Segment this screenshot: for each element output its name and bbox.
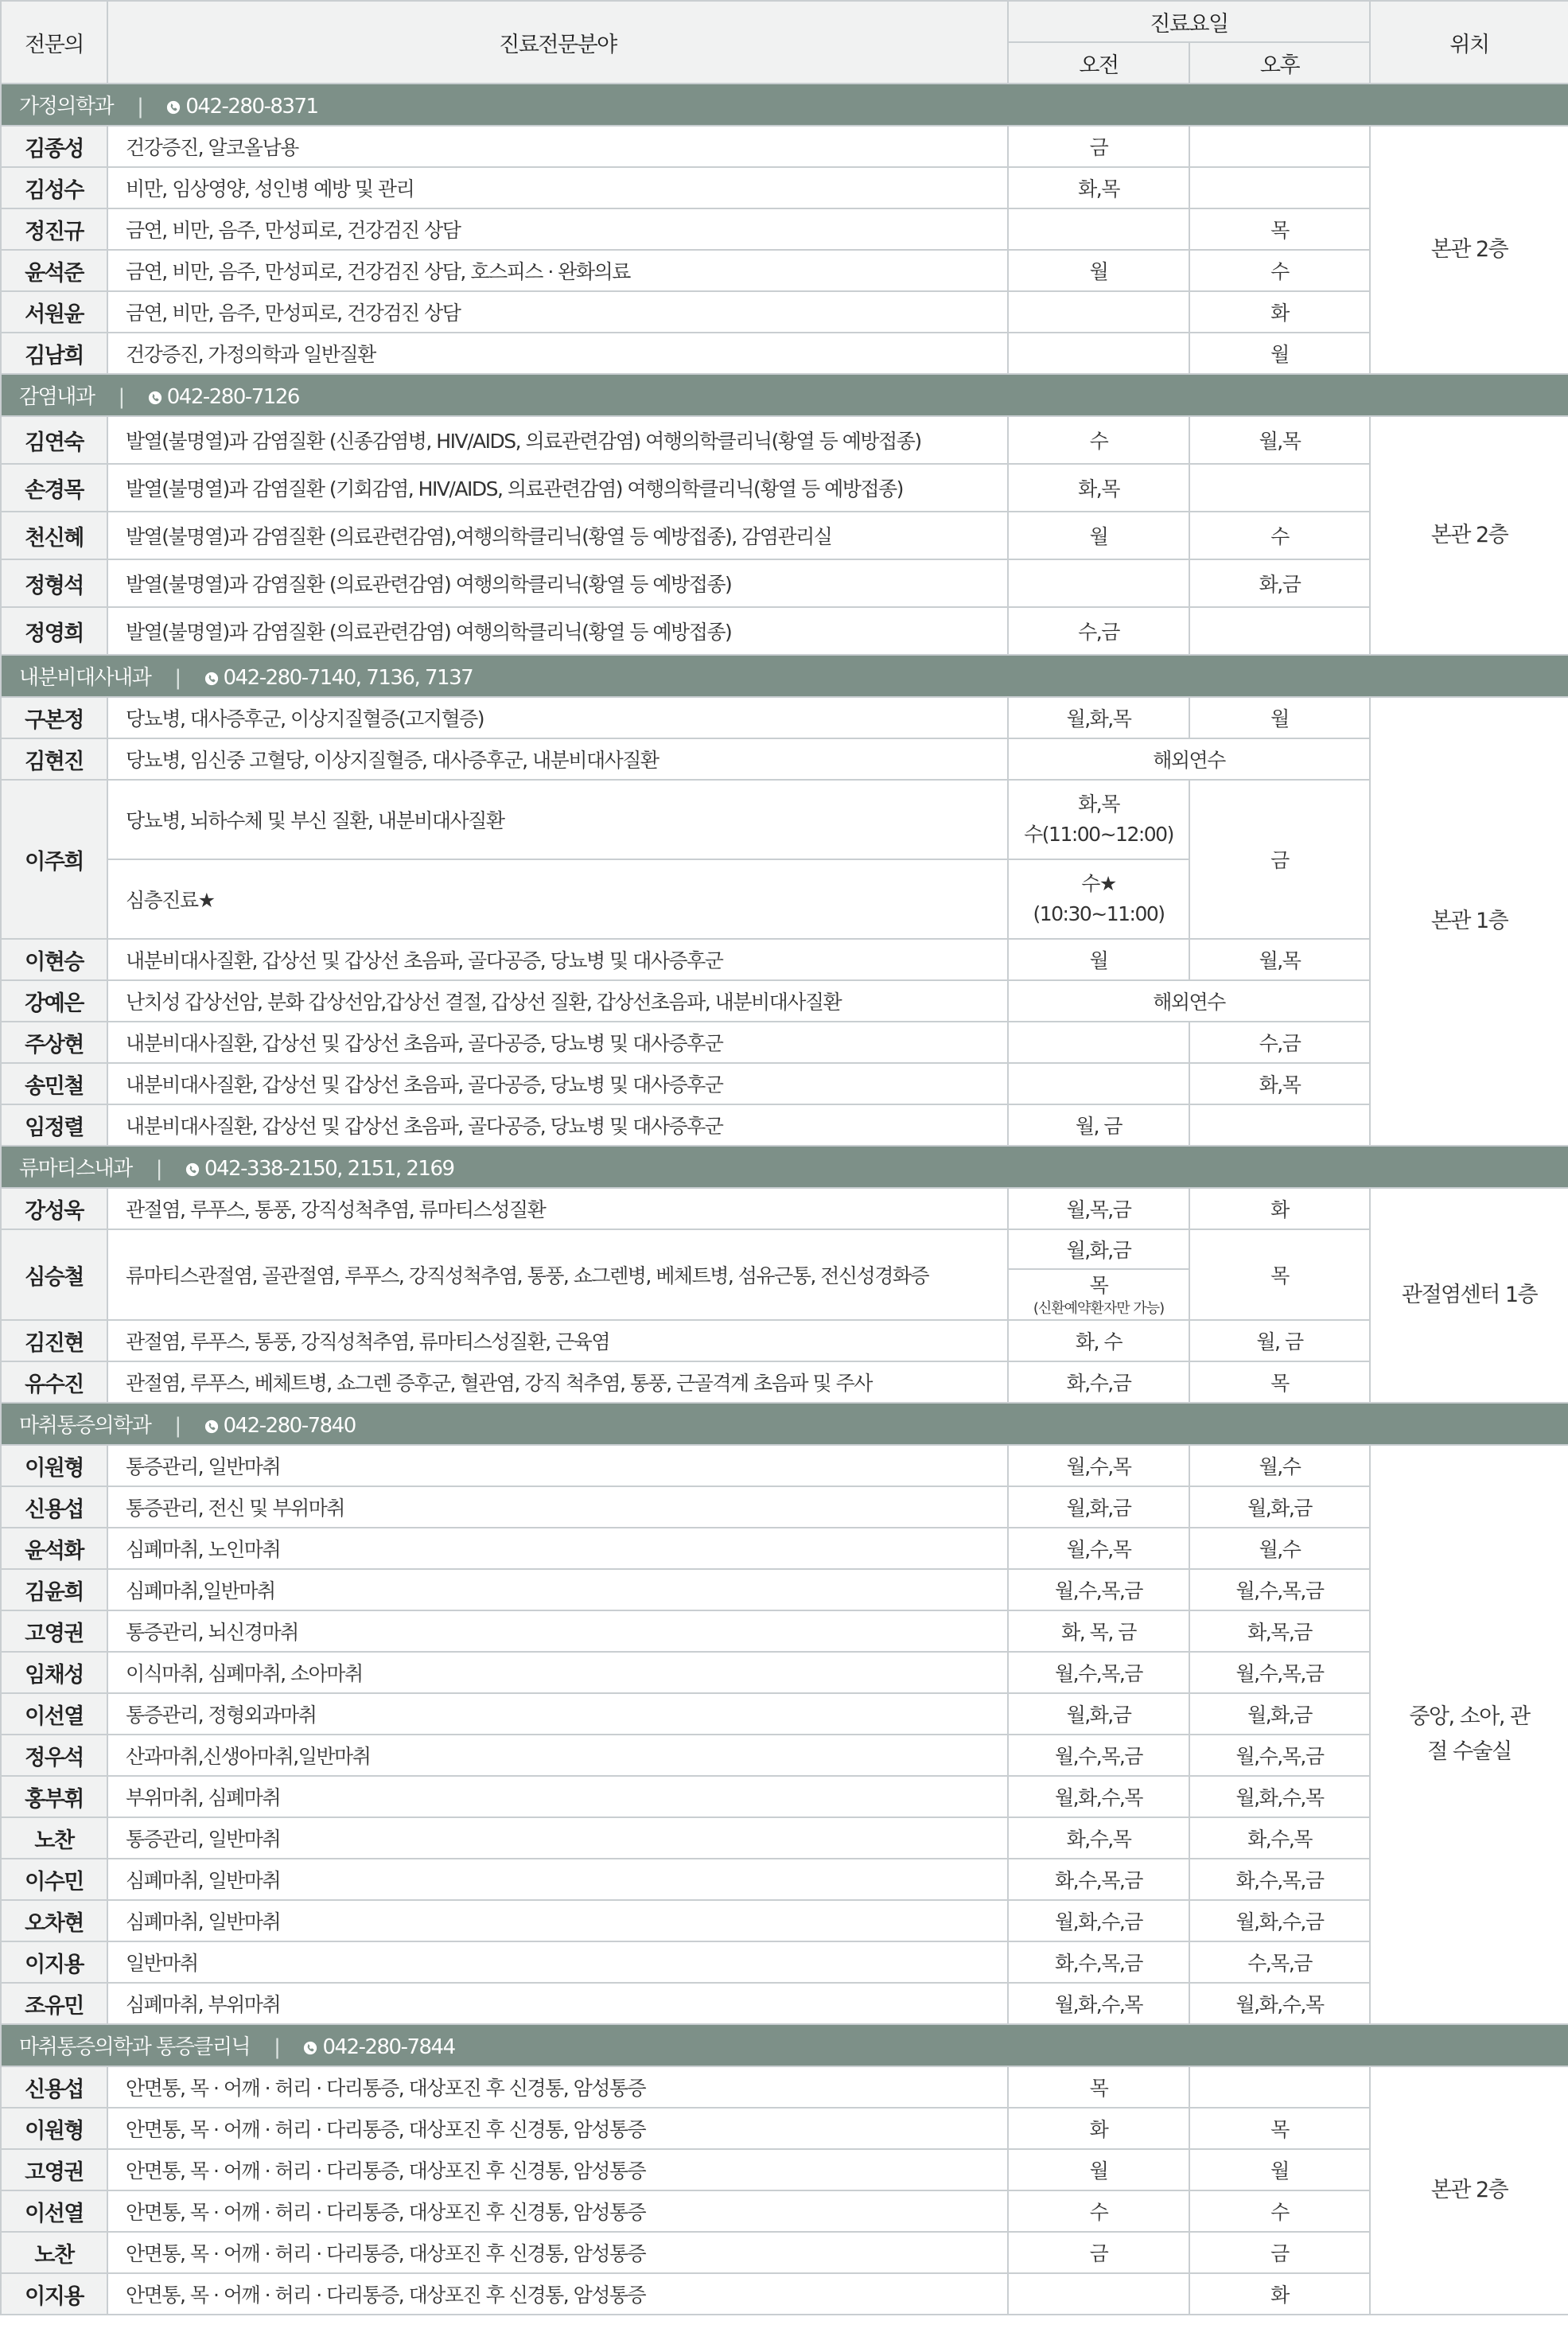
table-row	[1, 1983, 1568, 2024]
department-row	[1, 1403, 1568, 1445]
pm-schedule: 월,수,목,금	[1189, 1735, 1370, 1776]
department-phone: 042-280-7140, 7136, 7137	[223, 666, 473, 690]
pm-schedule: 화	[1189, 291, 1370, 333]
pm-schedule: 월, 금	[1189, 1320, 1370, 1361]
specialty: 관절염, 루푸스, 통풍, 강직성척추염, 류마티스성질환	[107, 1188, 1008, 1229]
pm-schedule: 화	[1189, 1188, 1370, 1229]
am-schedule: 월	[1008, 939, 1189, 980]
am-schedule: 월,화,목	[1008, 697, 1189, 738]
am-schedule: 목	[1008, 2066, 1189, 2108]
specialty: 심폐마취, 부위마취	[107, 1983, 1008, 2024]
pm-schedule: 월	[1189, 2149, 1370, 2190]
phone-icon	[185, 1162, 200, 1177]
am-schedule: 월,화,금	[1008, 1229, 1189, 1269]
department-bar	[1, 84, 1568, 126]
am-schedule: 월	[1008, 2149, 1189, 2190]
department-separator: |	[174, 666, 181, 690]
department-phone: 042-280-7844	[322, 2035, 455, 2059]
department-phone: 042-280-7840	[223, 1414, 356, 1438]
department-name: 내분비대사내과	[19, 666, 151, 690]
specialty: 관절염, 루푸스, 베체트병, 쇼그렌 증후군, 혈관염, 강직 척추염, 통풍, 근골격계 초음파 및 주사	[107, 1361, 1008, 1403]
table-body	[1, 84, 1568, 2315]
table-row	[1, 416, 1568, 464]
doctor-name: 임채성	[1, 1652, 107, 1693]
specialty: 난치성 갑상선암, 분화 갑상선암,갑상선 결절, 갑상선 질환, 갑상선초음파, 내분비대사질환	[107, 980, 1008, 1022]
table-row	[1, 1817, 1568, 1859]
am-schedule	[1008, 2273, 1189, 2315]
table-row	[1, 1445, 1568, 1486]
doctor-name: 이선열	[1, 2190, 107, 2232]
schedule-status: 해외연수	[1008, 738, 1370, 780]
am-schedule	[1008, 1022, 1189, 1063]
am-schedule	[1008, 291, 1189, 333]
department-separator: |	[174, 1414, 181, 1438]
pm-schedule: 수	[1189, 512, 1370, 559]
specialty: 금연, 비만, 음주, 만성피로, 건강검진 상담	[107, 291, 1008, 333]
department-row	[1, 84, 1568, 126]
pm-schedule	[1189, 2066, 1370, 2108]
phone-icon	[166, 100, 181, 115]
doctor-name: 윤석준	[1, 250, 107, 291]
am-schedule	[1008, 1269, 1189, 1320]
department-bar	[1, 2024, 1568, 2066]
doctor-name: 송민철	[1, 1063, 107, 1104]
table-row	[1, 1486, 1568, 1528]
pm-schedule: 화,수,목	[1189, 1817, 1370, 1859]
table-row	[1, 2190, 1568, 2232]
specialty: 금연, 비만, 음주, 만성피로, 건강검진 상담	[107, 208, 1008, 250]
table-row	[1, 2232, 1568, 2273]
table-row	[1, 126, 1568, 167]
doctor-name: 김종성	[1, 126, 107, 167]
table-row	[1, 250, 1568, 291]
pm-schedule: 월	[1189, 333, 1370, 374]
pm-schedule: 목	[1189, 2108, 1370, 2149]
department-row	[1, 374, 1568, 416]
department-row	[1, 655, 1568, 697]
specialty: 당뇨병, 임신중 고혈당, 이상지질혈증, 대사증후군, 내분비대사질환	[107, 738, 1008, 780]
header-row-1	[1, 1, 1568, 42]
pm-schedule	[1189, 607, 1370, 655]
pm-schedule: 화,수,목,금	[1189, 1859, 1370, 1900]
pm-schedule: 월,목	[1189, 416, 1370, 464]
pm-schedule: 월,화,수,목	[1189, 1983, 1370, 2024]
location: 본관 1층	[1370, 697, 1568, 1146]
am-schedule: 월,화,금	[1008, 1486, 1189, 1528]
doctor-name: 고영권	[1, 1610, 107, 1652]
table-row	[1, 1735, 1568, 1776]
department-bar	[1, 655, 1568, 697]
am-schedule-line: 수(11:00~12:00)	[1024, 823, 1173, 846]
pm-schedule: 월,화,수,금	[1189, 1900, 1370, 1941]
specialty: 통증관리, 일반마취	[107, 1445, 1008, 1486]
am-schedule: 월,수,목,금	[1008, 1569, 1189, 1610]
specialty: 발열(불명열)과 감염질환 (의료관련감염),여행의학클리닉(황열 등 예방접종), 감염관리실	[107, 512, 1008, 559]
specialty: 통증관리, 일반마취	[107, 1817, 1008, 1859]
specialty: 이식마취, 심폐마취, 소아마취	[107, 1652, 1008, 1693]
am-schedule: 월,화,수,목	[1008, 1776, 1189, 1817]
department-name: 가정의학과	[19, 95, 114, 119]
department-row	[1, 1146, 1568, 1188]
table-row	[1, 1104, 1568, 1146]
doctor-name: 강성욱	[1, 1188, 107, 1229]
doctor-name: 주상현	[1, 1022, 107, 1063]
phone-icon	[303, 2041, 317, 2055]
doctor-name: 이원형	[1, 2108, 107, 2149]
header-days: 진료요일	[1008, 1, 1370, 42]
am-schedule: 월,수,목	[1008, 1445, 1189, 1486]
am-schedule: 화,목	[1008, 167, 1189, 208]
department-bar	[1, 1403, 1568, 1445]
am-schedule: 월	[1008, 512, 1189, 559]
am-schedule: 월, 금	[1008, 1104, 1189, 1146]
table-row	[1, 1361, 1568, 1403]
doctor-name: 천신혜	[1, 512, 107, 559]
specialty: 부위마취, 심폐마취	[107, 1776, 1008, 1817]
doctor-name: 김남희	[1, 333, 107, 374]
table-row	[1, 291, 1568, 333]
table-row	[1, 780, 1568, 859]
pm-schedule: 금	[1189, 2232, 1370, 2273]
table-row	[1, 1022, 1568, 1063]
am-schedule	[1008, 859, 1189, 939]
am-schedule: 월,화,수,금	[1008, 1900, 1189, 1941]
doctor-name: 서원윤	[1, 291, 107, 333]
specialty: 산과마취,신생아마취,일반마취	[107, 1735, 1008, 1776]
phone-icon	[148, 391, 162, 405]
specialty: 안면통, 목 · 어깨 · 허리 · 다리통증, 대상포진 후 신경통, 암성통증	[107, 2190, 1008, 2232]
am-schedule: 수,금	[1008, 607, 1189, 655]
doctor-name: 신용섭	[1, 1486, 107, 1528]
table-row	[1, 1063, 1568, 1104]
doctor-name: 구본정	[1, 697, 107, 738]
header-doctor: 전문의	[1, 1, 107, 84]
specialty: 심폐마취, 일반마취	[107, 1859, 1008, 1900]
table-row	[1, 1610, 1568, 1652]
department-row	[1, 2024, 1568, 2066]
specialty: 발열(불명열)과 감염질환 (의료관련감염) 여행의학클리닉(황열 등 예방접종)	[107, 607, 1008, 655]
doctor-name: 신용섭	[1, 2066, 107, 2108]
doctor-name: 김성수	[1, 167, 107, 208]
specialty: 류마티스관절염, 골관절염, 루푸스, 강직성척추염, 통풍, 쇼그렌병, 베체트병, 섬유근통, 전신성경화증	[107, 1229, 1008, 1320]
header-am: 오전	[1008, 42, 1189, 84]
location: 본관 2층	[1370, 2066, 1568, 2315]
am-schedule: 화, 목, 금	[1008, 1610, 1189, 1652]
location: 본관 2층	[1370, 126, 1568, 374]
am-schedule-line: 수★	[1081, 872, 1116, 895]
am-schedule: 수	[1008, 416, 1189, 464]
table-row	[1, 1320, 1568, 1361]
am-schedule-day: 목	[1089, 1274, 1108, 1297]
specialty: 발열(불명열)과 감염질환 (기회감염, HIV/AIDS, 의료관련감염) 여행의학클리닉(황열 등 예방접종)	[107, 464, 1008, 512]
specialty: 내분비대사질환, 갑상선 및 갑상선 초음파, 골다공증, 당뇨병 및 대사증후군	[107, 939, 1008, 980]
am-schedule	[1008, 780, 1189, 859]
specialty: 발열(불명열)과 감염질환 (신종감염병, HIV/AIDS, 의료관련감염) 여행의학클리닉(황열 등 예방접종)	[107, 416, 1008, 464]
pm-schedule: 월,수,목,금	[1189, 1652, 1370, 1693]
am-schedule: 화,수,금	[1008, 1361, 1189, 1403]
department-bar	[1, 374, 1568, 416]
doctor-name: 이선열	[1, 1693, 107, 1735]
am-schedule: 월,화,금	[1008, 1693, 1189, 1735]
pm-schedule: 월,화,수,목	[1189, 1776, 1370, 1817]
table-row	[1, 2066, 1568, 2108]
table-row	[1, 1693, 1568, 1735]
am-schedule-line: (10:30~11:00)	[1033, 902, 1165, 925]
location: 관절염센터 1층	[1370, 1188, 1568, 1403]
specialty: 건강증진, 알코올남용	[107, 126, 1008, 167]
table-row	[1, 1229, 1568, 1269]
pm-schedule: 월,목	[1189, 939, 1370, 980]
department-phone: 042-280-7126	[166, 385, 299, 409]
pm-schedule	[1189, 126, 1370, 167]
table-row	[1, 980, 1568, 1022]
am-schedule: 화, 수	[1008, 1320, 1189, 1361]
table-row	[1, 2273, 1568, 2315]
table-row	[1, 738, 1568, 780]
pm-schedule: 월,화,금	[1189, 1486, 1370, 1528]
department-name: 류마티스내과	[19, 1157, 132, 1181]
table-row	[1, 464, 1568, 512]
am-schedule-line: 화,목	[1078, 792, 1119, 816]
specialty: 안면통, 목 · 어깨 · 허리 · 다리통증, 대상포진 후 신경통, 암성통증	[107, 2273, 1008, 2315]
specialty: 발열(불명열)과 감염질환 (의료관련감염) 여행의학클리닉(황열 등 예방접종)	[107, 559, 1008, 607]
doctor-name: 이지용	[1, 2273, 107, 2315]
pm-schedule	[1189, 167, 1370, 208]
am-schedule: 금	[1008, 126, 1189, 167]
pm-schedule	[1189, 464, 1370, 512]
specialty: 통증관리, 전신 및 부위마취	[107, 1486, 1008, 1528]
department-name: 마취통증의학과 통증클리닉	[19, 2035, 251, 2059]
pm-schedule: 화	[1189, 2273, 1370, 2315]
specialty: 통증관리, 정형외과마취	[107, 1693, 1008, 1735]
specialty: 금연, 비만, 음주, 만성피로, 건강검진 상담, 호스피스 · 완화의료	[107, 250, 1008, 291]
doctor-name: 이현승	[1, 939, 107, 980]
table-row	[1, 2149, 1568, 2190]
table-row	[1, 1528, 1568, 1569]
specialty: 건강증진, 가정의학과 일반질환	[107, 333, 1008, 374]
pm-schedule: 금	[1189, 780, 1370, 939]
am-schedule: 월,수,목,금	[1008, 1735, 1189, 1776]
pm-schedule: 수,금	[1189, 1022, 1370, 1063]
doctor-name: 윤석화	[1, 1528, 107, 1569]
doctor-name: 이주희	[1, 780, 107, 939]
header-pm: 오후	[1189, 42, 1370, 84]
department-bar	[1, 1146, 1568, 1188]
table-header	[1, 1, 1568, 84]
specialty: 내분비대사질환, 갑상선 및 갑상선 초음파, 골다공증, 당뇨병 및 대사증후군	[107, 1104, 1008, 1146]
doctor-name: 김현진	[1, 738, 107, 780]
pm-schedule	[1189, 1104, 1370, 1146]
specialty: 관절염, 루푸스, 통풍, 강직성척추염, 류마티스성질환, 근육염	[107, 1320, 1008, 1361]
doctor-name: 정우석	[1, 1735, 107, 1776]
table-row	[1, 1900, 1568, 1941]
table-row	[1, 167, 1568, 208]
table-row	[1, 1776, 1568, 1817]
am-schedule: 월,목,금	[1008, 1188, 1189, 1229]
header-location: 위치	[1370, 1, 1568, 84]
department-name: 마취통증의학과	[19, 1414, 151, 1438]
am-schedule: 수	[1008, 2190, 1189, 2232]
department-separator: |	[118, 385, 124, 409]
doctor-name: 고영권	[1, 2149, 107, 2190]
doctor-name: 이수민	[1, 1859, 107, 1900]
doctor-name: 노찬	[1, 2232, 107, 2273]
specialty: 일반마취	[107, 1941, 1008, 1983]
doctor-name: 이지용	[1, 1941, 107, 1983]
doctor-name: 김윤희	[1, 1569, 107, 1610]
schedule-status: 해외연수	[1008, 980, 1370, 1022]
pm-schedule: 수	[1189, 250, 1370, 291]
table-row	[1, 697, 1568, 738]
am-schedule	[1008, 208, 1189, 250]
doctor-name: 임정렬	[1, 1104, 107, 1146]
table-row	[1, 1941, 1568, 1983]
location: 중앙, 소아, 관절 수술실	[1370, 1445, 1568, 2024]
pm-schedule: 월,수	[1189, 1528, 1370, 1569]
phone-icon	[204, 1419, 219, 1434]
specialty: 당뇨병, 뇌하수체 및 부신 질환, 내분비대사질환	[107, 780, 1008, 859]
doctor-name: 노찬	[1, 1817, 107, 1859]
location: 본관 2층	[1370, 416, 1568, 655]
specialty: 내분비대사질환, 갑상선 및 갑상선 초음파, 골다공증, 당뇨병 및 대사증후군	[107, 1022, 1008, 1063]
pm-schedule: 목	[1189, 1229, 1370, 1320]
pm-schedule: 목	[1189, 1361, 1370, 1403]
pm-schedule: 화,금	[1189, 559, 1370, 607]
pm-schedule: 월,수,목,금	[1189, 1569, 1370, 1610]
specialty: 안면통, 목 · 어깨 · 허리 · 다리통증, 대상포진 후 신경통, 암성통증	[107, 2149, 1008, 2190]
specialty: 심폐마취,일반마취	[107, 1569, 1008, 1610]
table-row	[1, 559, 1568, 607]
specialty: 비만, 임상영양, 성인병 예방 및 관리	[107, 167, 1008, 208]
table-row	[1, 333, 1568, 374]
specialty: 안면통, 목 · 어깨 · 허리 · 다리통증, 대상포진 후 신경통, 암성통증	[107, 2232, 1008, 2273]
table-row	[1, 512, 1568, 559]
doctor-name: 유수진	[1, 1361, 107, 1403]
doctor-name: 오차현	[1, 1900, 107, 1941]
doctor-name: 정형석	[1, 559, 107, 607]
doctor-name: 심승철	[1, 1229, 107, 1320]
am-schedule	[1008, 1063, 1189, 1104]
pm-schedule: 수,목,금	[1189, 1941, 1370, 1983]
doctor-name: 김진현	[1, 1320, 107, 1361]
table-row	[1, 607, 1568, 655]
pm-schedule: 월	[1189, 697, 1370, 738]
table-row	[1, 1652, 1568, 1693]
phone-icon	[204, 672, 219, 686]
am-schedule	[1008, 333, 1189, 374]
am-schedule: 화,수,목,금	[1008, 1859, 1189, 1900]
am-schedule: 월,화,수,목	[1008, 1983, 1189, 2024]
doctor-name: 정영희	[1, 607, 107, 655]
am-schedule: 월,수,목,금	[1008, 1652, 1189, 1693]
doctor-name: 홍부휘	[1, 1776, 107, 1817]
am-schedule-note: (신환예약환자만 가능)	[1033, 1300, 1165, 1317]
specialty: 심폐마취, 일반마취	[107, 1900, 1008, 1941]
table-row	[1, 1188, 1568, 1229]
am-schedule: 화,수,목	[1008, 1817, 1189, 1859]
doctor-name: 김연숙	[1, 416, 107, 464]
am-schedule: 화,목	[1008, 464, 1189, 512]
specialty: 당뇨병, 대사증후군, 이상지질혈증(고지혈증)	[107, 697, 1008, 738]
doctor-name: 강예은	[1, 980, 107, 1022]
department-name: 감염내과	[19, 385, 95, 409]
specialty: 내분비대사질환, 갑상선 및 갑상선 초음파, 골다공증, 당뇨병 및 대사증후군	[107, 1063, 1008, 1104]
pm-schedule: 화,목,금	[1189, 1610, 1370, 1652]
am-schedule: 금	[1008, 2232, 1189, 2273]
doctor-name: 이원형	[1, 1445, 107, 1486]
table-row	[1, 1859, 1568, 1900]
table-row	[1, 208, 1568, 250]
specialty: 안면통, 목 · 어깨 · 허리 · 다리통증, 대상포진 후 신경통, 암성통증	[107, 2108, 1008, 2149]
table-row	[1, 939, 1568, 980]
specialty: 안면통, 목 · 어깨 · 허리 · 다리통증, 대상포진 후 신경통, 암성통증	[107, 2066, 1008, 2108]
department-phone: 042-280-8371	[185, 95, 318, 119]
am-schedule: 화	[1008, 2108, 1189, 2149]
doctor-name: 조유민	[1, 1983, 107, 2024]
header-field: 진료전문분야	[107, 1, 1008, 84]
pm-schedule: 월,화,금	[1189, 1693, 1370, 1735]
department-separator: |	[137, 95, 143, 119]
specialty: 심폐마취, 노인마취	[107, 1528, 1008, 1569]
am-schedule: 월	[1008, 250, 1189, 291]
department-separator: |	[274, 2035, 280, 2059]
doctor-name: 정진규	[1, 208, 107, 250]
pm-schedule: 수	[1189, 2190, 1370, 2232]
table-row	[1, 1569, 1568, 1610]
doctor-name: 손경목	[1, 464, 107, 512]
department-phone: 042-338-2150, 2151, 2169	[204, 1157, 454, 1181]
specialty: 심층진료★	[107, 859, 1008, 939]
pm-schedule: 목	[1189, 208, 1370, 250]
am-schedule: 화,수,목,금	[1008, 1941, 1189, 1983]
department-separator: |	[155, 1157, 161, 1181]
am-schedule: 월,수,목	[1008, 1528, 1189, 1569]
pm-schedule: 화,목	[1189, 1063, 1370, 1104]
specialty: 통증관리, 뇌신경마취	[107, 1610, 1008, 1652]
am-schedule	[1008, 559, 1189, 607]
pm-schedule: 월,수	[1189, 1445, 1370, 1486]
table-row	[1, 2108, 1568, 2149]
